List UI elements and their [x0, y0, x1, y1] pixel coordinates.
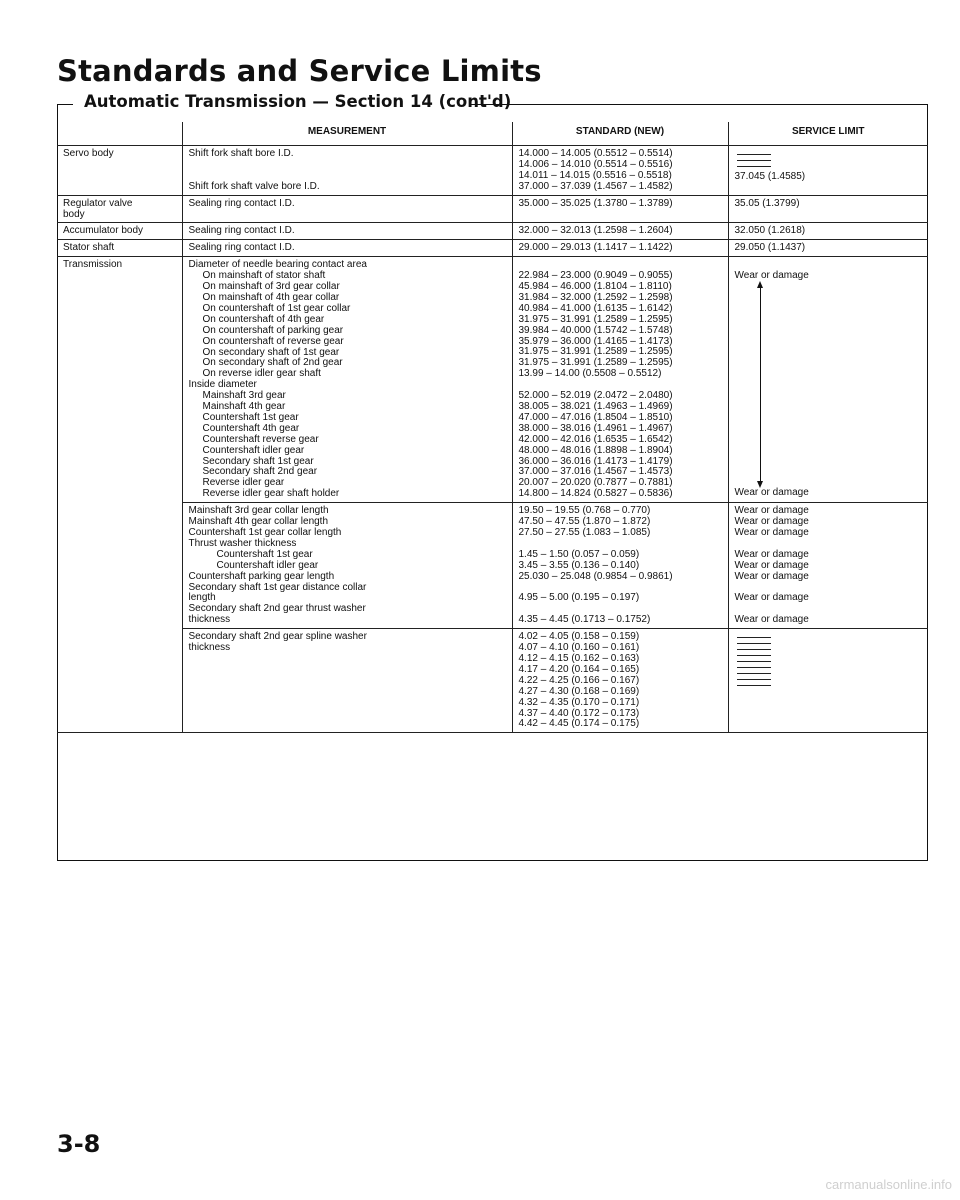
no-limit-dash — [737, 154, 771, 155]
service-limit-value: Wear or damage — [734, 548, 809, 560]
standard-value: 4.27 – 4.30 (0.168 – 0.169) — [518, 685, 640, 697]
measurement-line: Secondary shaft 2nd gear spline washer — [188, 631, 367, 643]
table-header-row — [57, 122, 928, 146]
standard-value: 45.984 – 46.000 (1.8104 – 1.8110) — [518, 281, 672, 293]
measurement-line — [189, 160, 508, 171]
measurement-line: Secondary shaft 1st gear — [202, 455, 314, 467]
no-limit-dash — [737, 685, 771, 686]
standard-cell — [512, 503, 728, 629]
service-limit-value: Wear or damage — [734, 487, 809, 499]
no-limit-dash — [737, 661, 771, 662]
measurement-line: Countershaft idler gear — [202, 444, 305, 456]
measurement-cell — [182, 146, 512, 196]
standard-value: 40.984 – 41.000 (1.6135 – 1.6142) — [518, 302, 673, 314]
standard-value: 14.006 – 14.010 (0.5514 – 0.5516) — [518, 158, 673, 170]
standard-value: 1.45 – 1.50 (0.057 – 0.059) — [518, 548, 640, 560]
measurement-line: thickness — [188, 642, 231, 654]
measurement-line: On reverse idler gear shaft — [202, 368, 321, 380]
service-limit-value: Wear or damage — [734, 527, 809, 538]
measurement-line: Secondary shaft 1st gear distance collar — [188, 581, 367, 593]
section-subtitle-bar — [57, 92, 928, 120]
measurement-line: Countershaft parking gear length — [188, 570, 335, 582]
standard-value: 14.000 – 14.005 (0.5512 – 0.5514) — [518, 148, 673, 159]
measurement-line: On countershaft of reverse gear — [202, 335, 344, 347]
standard-value: 38.005 – 38.021 (1.4963 – 1.4969) — [518, 401, 673, 412]
no-limit-dash — [737, 160, 771, 161]
standard-value: 48.000 – 48.016 (1.8898 – 1.8904) — [518, 444, 673, 456]
measurement-cell — [182, 503, 512, 629]
measurement-line: On mainshaft of 4th gear collar — [202, 291, 340, 303]
measurement-line: Reverse idler gear shaft holder — [202, 488, 340, 500]
no-limit-dash — [737, 166, 771, 167]
standard-value: 52.000 – 52.019 (2.0472 – 2.0480) — [518, 390, 673, 402]
measurement-line: Mainshaft 3rd gear — [202, 390, 286, 402]
header-service-limit: SERVICE LIMIT — [728, 122, 928, 146]
standard-value: 4.17 – 4.20 (0.164 – 0.165) — [518, 663, 640, 675]
service-limit-cell — [728, 257, 928, 503]
standard-value: 4.22 – 4.25 (0.166 – 0.167) — [518, 674, 640, 686]
measurement-line: Countershaft 1st gear — [216, 548, 313, 560]
measurement-line: Countershaft 1st gear collar length — [188, 527, 342, 538]
standard-value: 4.42 – 4.45 (0.174 – 0.175) — [518, 718, 640, 730]
service-limit-cell: 32.050 (1.2618) — [728, 223, 928, 240]
service-limit-cell — [728, 503, 928, 629]
standard-value: 31.984 – 32.000 (1.2592 – 1.2598) — [518, 291, 673, 303]
measurement-line: Countershaft reverse gear — [202, 433, 319, 445]
table-row — [57, 257, 928, 503]
measurement-cell: Sealing ring contact I.D. — [182, 240, 512, 257]
no-limit-dash — [737, 655, 771, 656]
measurement-cell: Sealing ring contact I.D. — [182, 223, 512, 240]
service-limit-value: Wear or damage — [734, 592, 809, 604]
part-cell — [57, 195, 182, 223]
measurement-cell — [182, 629, 512, 733]
measurement-line: Mainshaft 4th gear — [202, 401, 286, 413]
standard-value: 4.32 – 4.35 (0.170 – 0.171) — [518, 696, 640, 708]
standard-value: 31.975 – 31.991 (1.2589 – 1.2595) — [518, 346, 673, 358]
measurement-line: Countershaft idler gear — [216, 559, 319, 571]
measurement-line: On countershaft of parking gear — [202, 324, 344, 336]
measurement-line: Reverse idler gear — [202, 477, 285, 489]
part-cell: Accumulator body — [57, 223, 182, 240]
standard-value: 25.030 – 25.048 (0.9854 – 0.9861) — [518, 570, 673, 582]
no-limit-dash — [737, 679, 771, 680]
service-limit-value: Wear or damage — [734, 505, 809, 517]
standard-cell — [512, 629, 728, 733]
standard-value: 3.45 – 3.55 (0.136 – 0.140) — [518, 559, 640, 571]
standard-value: 20.007 – 20.020 (0.7877 – 0.7881) — [518, 477, 673, 489]
subtitle-rule-left — [57, 104, 73, 105]
standard-cell: 29.000 – 29.013 (1.1417 – 1.1422) — [512, 240, 728, 257]
measurement-line: Secondary shaft 2nd gear thrust washer — [188, 603, 366, 615]
standard-value: 27.50 – 27.55 (1.083 – 1.085) — [518, 527, 651, 538]
double-arrow-icon — [760, 281, 762, 488]
no-limit-dash — [737, 673, 771, 674]
section-subtitle: Automatic Transmission — Section 14 (cont'd) — [84, 92, 512, 111]
table-row — [57, 146, 928, 196]
measurement-line: On mainshaft of stator shaft — [202, 270, 326, 282]
measurement-line: thickness — [188, 614, 231, 626]
table-row — [57, 223, 928, 240]
standard-value: 47.000 – 47.016 (1.8504 – 1.8510) — [518, 411, 673, 423]
standard-value: 4.37 – 4.40 (0.172 – 0.173) — [518, 707, 640, 719]
standard-value: 4.12 – 4.15 (0.162 – 0.163) — [518, 652, 640, 664]
standard-value: 4.07 – 4.10 (0.160 – 0.161) — [518, 642, 640, 654]
measurement-line: Countershaft 1st gear — [202, 411, 299, 423]
service-limit-value: Wear or damage — [734, 570, 809, 582]
standard-value: 4.02 – 4.05 (0.158 – 0.159) — [518, 631, 640, 643]
header-standard: STANDARD (NEW) — [512, 122, 728, 146]
table-row — [57, 195, 928, 223]
measurement-line: Shift fork shaft bore I.D. — [188, 148, 294, 159]
service-limit-value: Wear or damage — [734, 614, 809, 626]
standard-cell: 32.000 – 32.013 (1.2598 – 1.2604) — [512, 223, 728, 240]
page-title: Standards and Service Limits — [57, 54, 542, 88]
standard-value: 39.984 – 40.000 (1.5742 – 1.5748) — [518, 324, 673, 336]
standard-value: 14.800 – 14.824 (0.5827 – 0.5836) — [518, 488, 673, 500]
standard-value: 4.95 – 5.00 (0.195 – 0.197) — [518, 592, 640, 604]
standard-value: 47.50 – 47.55 (1.870 – 1.872) — [518, 516, 651, 528]
page-number: 3-8 — [57, 1130, 101, 1158]
standard-value: 22.984 – 23.000 (0.9049 – 0.9055) — [518, 270, 673, 282]
part-cell: Servo body — [57, 146, 182, 196]
measurement-line: Countershaft 4th gear — [202, 422, 300, 434]
standard-value: 38.000 – 38.016 (1.4961 – 1.4967) — [518, 422, 673, 434]
measurement-line: On countershaft of 4th gear — [202, 313, 325, 325]
no-limit-dash — [737, 643, 771, 644]
arrow-shaft — [760, 287, 761, 482]
subtitle-rule-right — [469, 104, 928, 105]
measurement-line: On countershaft of 1st gear collar — [202, 302, 351, 314]
standard-value: 14.011 – 14.015 (0.5516 – 0.5518) — [518, 169, 672, 181]
table-row — [57, 503, 928, 629]
standard-value: 37.000 – 37.016 (1.4567 – 1.4573) — [518, 466, 673, 478]
measurement-line: Mainshaft 3rd gear collar length — [188, 505, 329, 517]
service-limit-value: Wear or damage — [734, 559, 809, 571]
service-limit-cell: 29.050 (1.1437) — [728, 240, 928, 257]
standard-cell — [512, 257, 728, 503]
standard-value: 31.975 – 31.991 (1.2589 – 1.2595) — [518, 313, 673, 325]
part-cell: Transmission — [57, 257, 182, 733]
service-limit-cell — [728, 629, 928, 733]
service-limit-cell — [728, 146, 928, 196]
measurement-line: On secondary shaft of 2nd gear — [202, 357, 343, 369]
measurement-line: Secondary shaft 2nd gear — [202, 466, 318, 478]
measurement-cell: Sealing ring contact I.D. — [182, 195, 512, 223]
table-row — [57, 240, 928, 257]
measurement-line: On mainshaft of 3rd gear collar — [202, 281, 340, 293]
standard-value: 35.979 – 36.000 (1.4165 – 1.4173) — [518, 335, 673, 347]
header-part — [57, 122, 182, 146]
service-limit-cell: 35.05 (1.3799) — [728, 195, 928, 223]
part-cell: Stator shaft — [57, 240, 182, 257]
standard-value: 36.000 – 36.016 (1.4173 – 1.4179) — [518, 455, 673, 467]
measurement-line: Mainshaft 4th gear collar length — [188, 516, 329, 528]
service-limit-value: Wear or damage — [734, 270, 809, 282]
measurement-line: Shift fork shaft valve bore I.D. — [188, 180, 320, 192]
measurement-cell — [182, 257, 512, 503]
measurement-line: Inside diameter — [188, 379, 257, 391]
specification-table — [57, 122, 928, 733]
standard-value: 19.50 – 19.55 (0.768 – 0.770) — [518, 505, 651, 517]
no-limit-dash — [737, 637, 771, 638]
standard-cell: 35.000 – 35.025 (1.3780 – 1.3789) — [512, 195, 728, 223]
standard-value: 13.99 – 14.00 (0.5508 – 0.5512) — [518, 368, 662, 380]
watermark: carmanualsonline.info — [825, 1177, 952, 1192]
measurement-line: On secondary shaft of 1st gear — [202, 346, 340, 358]
measurement-line: Thrust washer thickness — [188, 537, 297, 549]
standard-value: 4.35 – 4.45 (0.1713 – 0.1752) — [518, 614, 651, 626]
service-limit-value: 37.045 (1.4585) — [734, 171, 806, 182]
header-measurement: MEASUREMENT — [182, 122, 512, 146]
standard-cell — [512, 146, 728, 196]
standard-value: 31.975 – 31.991 (1.2589 – 1.2595) — [518, 357, 673, 369]
part-line: Regulator valve — [63, 197, 133, 209]
standard-value: 42.000 – 42.016 (1.6535 – 1.6542) — [518, 433, 673, 445]
part-line: body — [63, 208, 85, 220]
service-limit-value: Wear or damage — [734, 516, 809, 528]
standard-value: 37.000 – 37.039 (1.4567 – 1.4582) — [518, 180, 673, 192]
measurement-line: length — [188, 592, 216, 604]
no-limit-dash — [737, 649, 771, 650]
table-row — [57, 629, 928, 733]
measurement-line: Diameter of needle bearing contact area — [188, 259, 367, 271]
no-limit-dash — [737, 667, 771, 668]
